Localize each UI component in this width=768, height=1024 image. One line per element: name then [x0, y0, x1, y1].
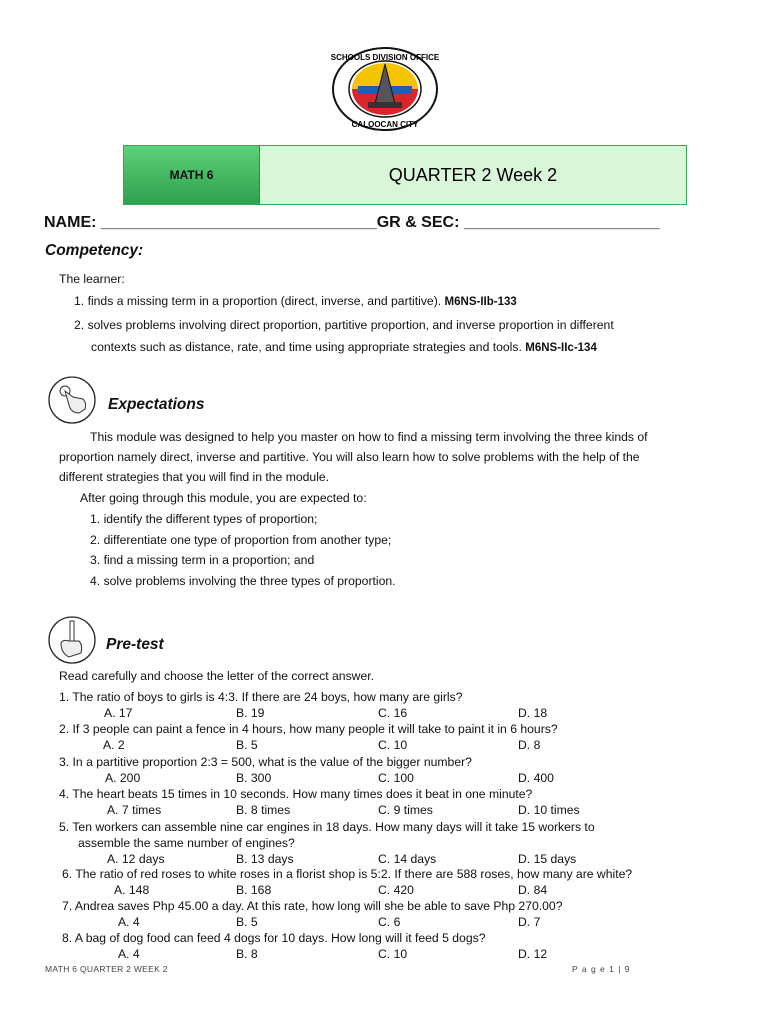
answer-choice-c: C. 10: [378, 947, 408, 961]
expectations-heading: Expectations: [108, 396, 205, 413]
pencil-hand-icon: [47, 615, 95, 663]
competency-intro: The learner:: [59, 272, 125, 286]
question-text: 5. Ten workers can assemble nine car engines in 18 days. How many days will it take 15 workers to: [59, 820, 595, 834]
name-grade-section-line: NAME: _______________________________GR & SEC: ______________________: [44, 214, 660, 231]
expectations-paragraph-line: different strategies that you will find in the module.: [59, 470, 330, 484]
answer-choice-b: B. 5: [236, 738, 258, 752]
answer-choice-c: C. 100: [378, 771, 414, 785]
competency-code: M6NS-IIb-133: [444, 296, 517, 308]
answer-choice-b: B. 5: [236, 915, 258, 929]
pretest-instruction: Read carefully and choose the letter of the correct answer.: [59, 669, 375, 683]
competency-item-continued: contexts such as distance, rate, and time using appropriate strategies and tools. M6NS-IIc-134: [91, 340, 597, 354]
answer-choice-a: A. 7 times: [107, 803, 162, 817]
answer-choice-b: B. 300: [236, 771, 272, 785]
answer-choice-d: D. 12: [518, 947, 548, 961]
svg-text:SCHOOLS DIVISION OFFICE: SCHOOLS DIVISION OFFICE: [330, 53, 440, 62]
answer-choice-b: B. 8: [236, 947, 258, 961]
division-seal-logo: [330, 46, 440, 132]
question-text: 2. If 3 people can paint a fence in 4 hours, how many people it will take to paint it in 6 hours?: [59, 722, 558, 736]
answer-choice-c: C. 420: [378, 883, 414, 897]
answer-choice-c: C. 10: [378, 738, 408, 752]
footer-module-label: MATH 6 QUARTER 2 WEEK 2: [45, 964, 168, 974]
answer-choice-d: D. 8: [518, 738, 541, 752]
svg-text:CALOOCAN CITY: CALOOCAN CITY: [351, 120, 419, 129]
subject-label: MATH 6: [124, 146, 260, 204]
expectations-after: After going through this module, you are expected to:: [80, 491, 367, 505]
expectation-item: 3. find a missing term in a proportion; and: [90, 553, 315, 567]
competency-item: 2. solves problems involving direct proportion, partitive proportion, and inverse proportion in different: [74, 318, 614, 332]
answer-choice-b: B. 13 days: [236, 852, 294, 866]
pointing-hand-icon: [47, 375, 95, 423]
expectations-paragraph-line: This module was designed to help you master on how to find a missing term involving the three kinds of: [90, 430, 648, 444]
question-text: 4. The heart beats 15 times in 10 seconds. How many times does it beat in one minute?: [59, 787, 533, 801]
answer-choice-b: B. 168: [236, 883, 272, 897]
question-text: 6. The ratio of red roses to white roses in a florist shop is 5:2. If there are 588 roses, how many are white?: [62, 867, 633, 881]
expectations-paragraph-line: proportion namely direct, inverse and partitive. You will also learn how to solve problems with the help of the: [59, 450, 640, 464]
question-text: 7. Andrea saves Php 45.00 a day. At this rate, how long will she be able to save Php 270.00?: [62, 899, 563, 913]
question-text: 1. The ratio of boys to girls is 4:3. If there are 24 boys, how many are girls?: [59, 690, 463, 704]
answer-choice-c: C. 6: [378, 915, 401, 929]
expectation-item: 4. solve problems involving the three types of proportion.: [90, 574, 396, 588]
answer-choice-a: A. 4: [118, 947, 140, 961]
answer-choice-a: A. 2: [103, 738, 125, 752]
footer-page-number: P a g e 1 | 9: [572, 964, 631, 974]
quarter-week-title: QUARTER 2 Week 2: [388, 164, 558, 185]
answer-choice-c: C. 14 days: [378, 852, 437, 866]
answer-choice-a: A. 4: [118, 915, 140, 929]
pretest-heading: Pre-test: [106, 636, 164, 653]
question-text-continued: assemble the same number of engines?: [78, 836, 295, 850]
answer-choice-b: B. 19: [236, 706, 265, 720]
competency-item: 1. finds a missing term in a proportion (direct, inverse, and partitive). M6NS-IIb-133: [74, 294, 517, 308]
answer-choice-d: D. 15 days: [518, 852, 577, 866]
competency-heading: Competency:: [45, 242, 144, 259]
competency-code: M6NS-IIc-134: [525, 342, 597, 354]
expectation-item: 1. identify the different types of proportion;: [90, 512, 318, 526]
answer-choice-c: C. 9 times: [378, 803, 433, 817]
answer-choice-d: D. 7: [518, 915, 541, 929]
answer-choice-d: D. 400: [518, 771, 554, 785]
expectation-item: 2. differentiate one type of proportion from another type;: [90, 533, 392, 547]
question-text: 8. A bag of dog food can feed 4 dogs for 10 days. How long will it feed 5 dogs?: [62, 931, 486, 945]
answer-choice-c: C. 16: [378, 706, 408, 720]
module-header: [123, 145, 687, 205]
answer-choice-d: D. 84: [518, 883, 548, 897]
answer-choice-a: A. 148: [114, 883, 150, 897]
answer-choice-d: D. 10 times: [518, 803, 580, 817]
answer-choice-d: D. 18: [518, 706, 548, 720]
answer-choice-a: A. 200: [105, 771, 141, 785]
answer-choice-b: B. 8 times: [236, 803, 291, 817]
answer-choice-a: A. 17: [104, 706, 133, 720]
answer-choice-a: A. 12 days: [107, 852, 165, 866]
question-text: 3. In a partitive proportion 2:3 = 500, what is the value of the bigger number?: [59, 755, 472, 769]
